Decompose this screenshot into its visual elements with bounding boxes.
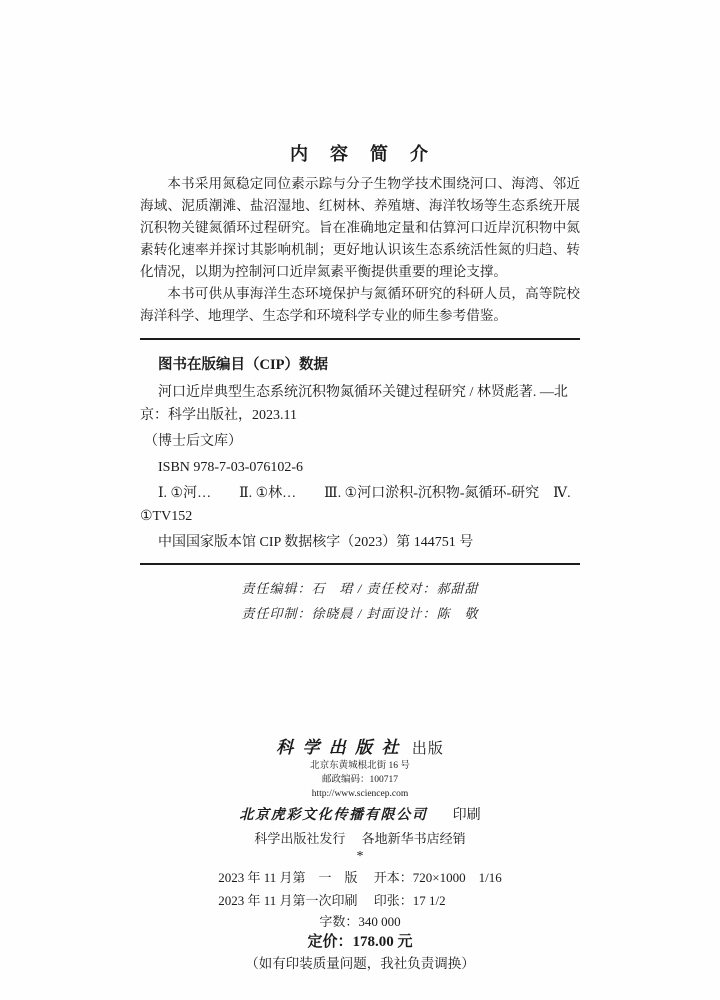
divider-bottom <box>140 563 580 565</box>
cip-classification-line1: Ⅰ. ①河… Ⅱ. ①林… Ⅲ. ①河口淤积-沉积物-氮循环-研究 Ⅳ. <box>158 486 571 501</box>
word-count: 字数：340 000 <box>319 914 401 929</box>
cip-isbn: ISBN 978-7-03-076102-6 <box>158 460 304 475</box>
intro-title: 内 容 简 介 <box>290 144 430 164</box>
printer-role: 印刷 <box>452 808 481 823</box>
publisher-postcode: 邮政编码：100717 <box>321 775 398 785</box>
exchange-notice: （如有印装质量问题，我社负责调换） <box>245 956 475 971</box>
publisher-role: 出版 <box>411 741 444 757</box>
publisher-website: http://www.sciencep.com <box>311 789 409 799</box>
divider-top <box>140 338 580 340</box>
edition-line: 2023 年 11 月第 一 版 开本：720×1000 1/16 <box>218 870 502 885</box>
publisher-line <box>140 738 580 759</box>
cip-heading: 图书在版编目（CIP）数据 <box>158 357 328 373</box>
intro-paragraph-2: 本书可供从事海洋生态环境保护与氮循环研究的科研人员，高等院校海洋科学、地理学、生态学和环境科学专业的师生参考借鉴。 <box>140 286 580 323</box>
publisher-name: 科学出版社 <box>276 738 408 757</box>
cip-classification-line2: ①TV152 <box>140 509 193 524</box>
cip-title-line1: 河口近岸典型生态系统沉积物氮循环关键过程研究 / 林贤彪著. —北 <box>158 385 568 400</box>
intro-paragraph-1: 本书采用氮稳定同位素示踪与分子生物学技术围绕河口、海湾、邻近海域、泥质潮滩、盐沼湿地、红树林、养殖塘、海洋牧场等生态系统开展沉积物关键氮循环过程研究。旨在准确地定量和估算河口近岸沉积物中氮素转化速率并探讨其影响机制；更好地认识该生态系统活性氮的归趋、转化情况，以期为控制河口近岸氮素平衡提供重要的理论支撑。 <box>140 176 580 279</box>
printer-name: 北京虎彩文化传播有限公司 <box>239 808 428 823</box>
printing-line: 2023 年 11 月第一次印刷 印张：17 1/2 <box>218 893 446 908</box>
cip-series: （博士后文库） <box>144 434 242 449</box>
publisher-address: 北京东黄城根北街 16 号 <box>310 761 410 771</box>
cip-title-line2: 京：科学出版社，2023.11 <box>140 408 297 423</box>
staff-line-editors: 责任编辑：石 珺 / 责任校对：郝甜甜 <box>241 581 479 596</box>
asterisk-separator: * <box>356 849 364 864</box>
printer-line <box>140 805 580 825</box>
cip-record-number: 中国国家版本馆 CIP 数据核字（2023）第 144751 号 <box>158 535 474 550</box>
content-column <box>140 0 580 974</box>
colophon <box>140 738 580 974</box>
print-specs <box>218 866 501 912</box>
staff-line-design: 责任印制：徐晓晨 / 封面设计：陈 敬 <box>241 606 479 621</box>
price-line: 定价：178.00 元 <box>307 934 413 950</box>
distribution-line: 科学出版社发行 各地新华书店经销 <box>254 831 466 846</box>
cip-block <box>140 353 580 554</box>
staff-credits <box>140 576 580 626</box>
